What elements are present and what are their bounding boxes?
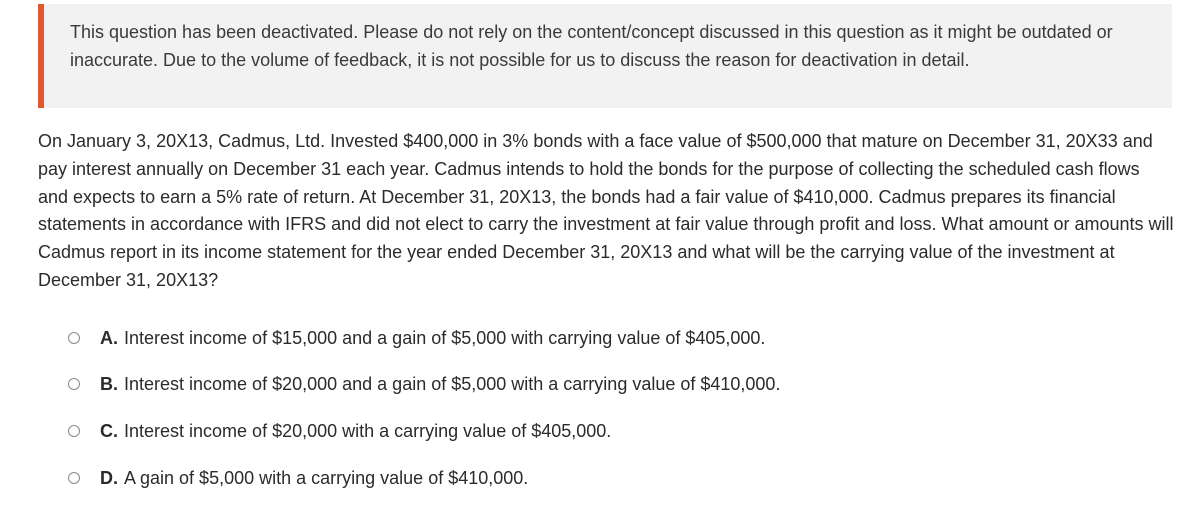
option-text: Interest income of $15,000 and a gain of $5,000 with carrying value of $405,000. — [124, 327, 766, 348]
radio-unchecked-icon[interactable] — [68, 425, 80, 437]
option-text: A gain of $5,000 with a carrying value of $410,000. — [124, 467, 529, 488]
option-text: Interest income of $20,000 with a carrying value of $405,000. — [124, 420, 612, 441]
option-letter: B. — [100, 373, 118, 394]
answer-option-b[interactable] — [68, 370, 780, 398]
radio-unchecked-icon[interactable] — [68, 378, 80, 390]
option-letter: D. — [100, 467, 118, 488]
answer-option-a[interactable] — [68, 324, 765, 352]
option-letter: C. — [100, 420, 118, 441]
option-letter: A. — [100, 327, 118, 348]
deactivation-notice-text: This question has been deactivated. Please do not rely on the content/concept discussed in this question as it might be outdated or inaccurate. Due to the volume of feedback, it is not possible for us to discuss the reason for deactivation in detail. — [70, 22, 1113, 70]
radio-unchecked-icon[interactable] — [68, 472, 80, 484]
radio-unchecked-icon[interactable] — [68, 332, 80, 344]
answer-option-d[interactable] — [68, 464, 528, 492]
question-text: On January 3, 20X13, Cadmus, Ltd. Invested $400,000 in 3% bonds with a face value of $500,000 that mature on December 31, 20X33 and pay interest annually on December 31 each year. Cadmus intends to hold the bonds for the purpose of collecting the scheduled cash flows and expects to earn a 5% rate of return. At December 31, 20X13, the bonds had a fair value of $410,000. Cadmus prepares its financial statements in accordance with IFRS and did not elect to carry the investment at fair value through profit and loss. What amount or amounts will Cadmus report in its income statement for the year ended December 31, 20X13 and what will be the carrying value of the investment at December 31, 20X13? — [38, 131, 1174, 290]
answer-option-c[interactable] — [68, 417, 611, 445]
deactivation-notice — [38, 4, 1172, 108]
option-text: Interest income of $20,000 and a gain of $5,000 with a carrying value of $410,000. — [124, 373, 781, 394]
